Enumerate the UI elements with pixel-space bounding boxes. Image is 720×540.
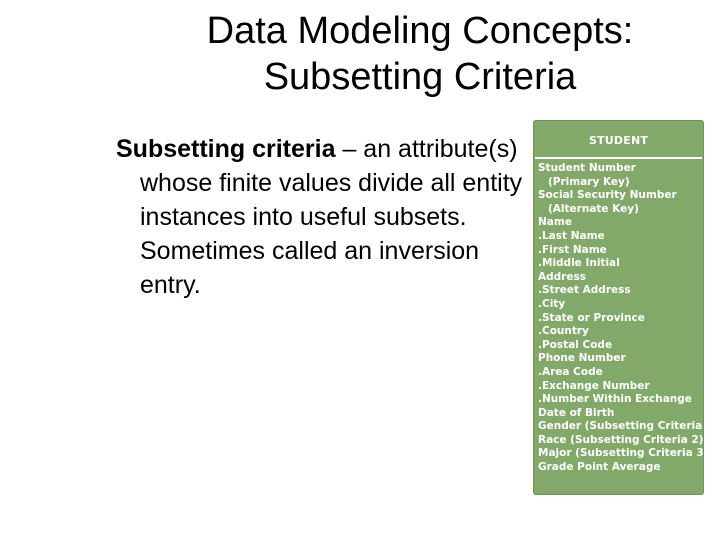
definition-bullet <box>116 132 540 302</box>
entity-attribute: Date of Birth <box>538 406 615 419</box>
entity-divider <box>535 157 702 159</box>
entity-attribute: .Number Within Exchange <box>538 393 692 406</box>
entity-attribute: (Alternate Key) <box>548 202 639 215</box>
bullet-text: – an attribute(s) whose finite values divide all entity instances into useful subsets. Sometimes called an inversion entry. <box>140 135 523 299</box>
entity-attribute: .Area Code <box>538 365 603 378</box>
entity-attribute: Major (Subsetting Criteria 3) <box>538 447 709 460</box>
entity-attribute: Phone Number <box>538 352 626 365</box>
entity-attribute: .City <box>538 297 566 310</box>
entity-attribute: .Last Name <box>538 229 605 242</box>
entity-attribute: .Middle Initial <box>538 257 620 270</box>
entity-attribute: (Primary Key) <box>548 175 630 188</box>
bullet-term: Subsetting criteria <box>116 135 336 163</box>
entity-attribute: .Postal Code <box>538 338 613 351</box>
entity-attribute: Race (Subsetting Criteria 2) <box>538 433 704 446</box>
entity-attribute: Grade Point Average <box>538 461 661 474</box>
entity-attribute: .Street Address <box>538 284 631 297</box>
entity-attribute-list <box>538 162 718 475</box>
entity-attribute: Student Number <box>538 162 636 174</box>
entity-attribute: .Country <box>538 325 589 338</box>
entity-attribute: Social Security Number <box>538 189 677 202</box>
slide-title-line-2: Subsetting Criteria <box>263 56 577 98</box>
entity-attribute: .Exchange Number <box>538 379 650 392</box>
entity-attribute: .State or Province <box>538 311 645 324</box>
entity-name: STUDENT <box>588 134 649 147</box>
student-entity-diagram <box>533 120 718 495</box>
entity-attribute: Address <box>538 270 586 283</box>
slide-title-line-1: Data Modeling Concepts: <box>206 10 634 52</box>
entity-attribute: .First Name <box>538 243 607 256</box>
entity-attribute: Gender (Subsetting Criteria 1) <box>538 420 718 433</box>
slide-title <box>120 8 720 100</box>
entity-attribute: Name <box>538 216 572 229</box>
